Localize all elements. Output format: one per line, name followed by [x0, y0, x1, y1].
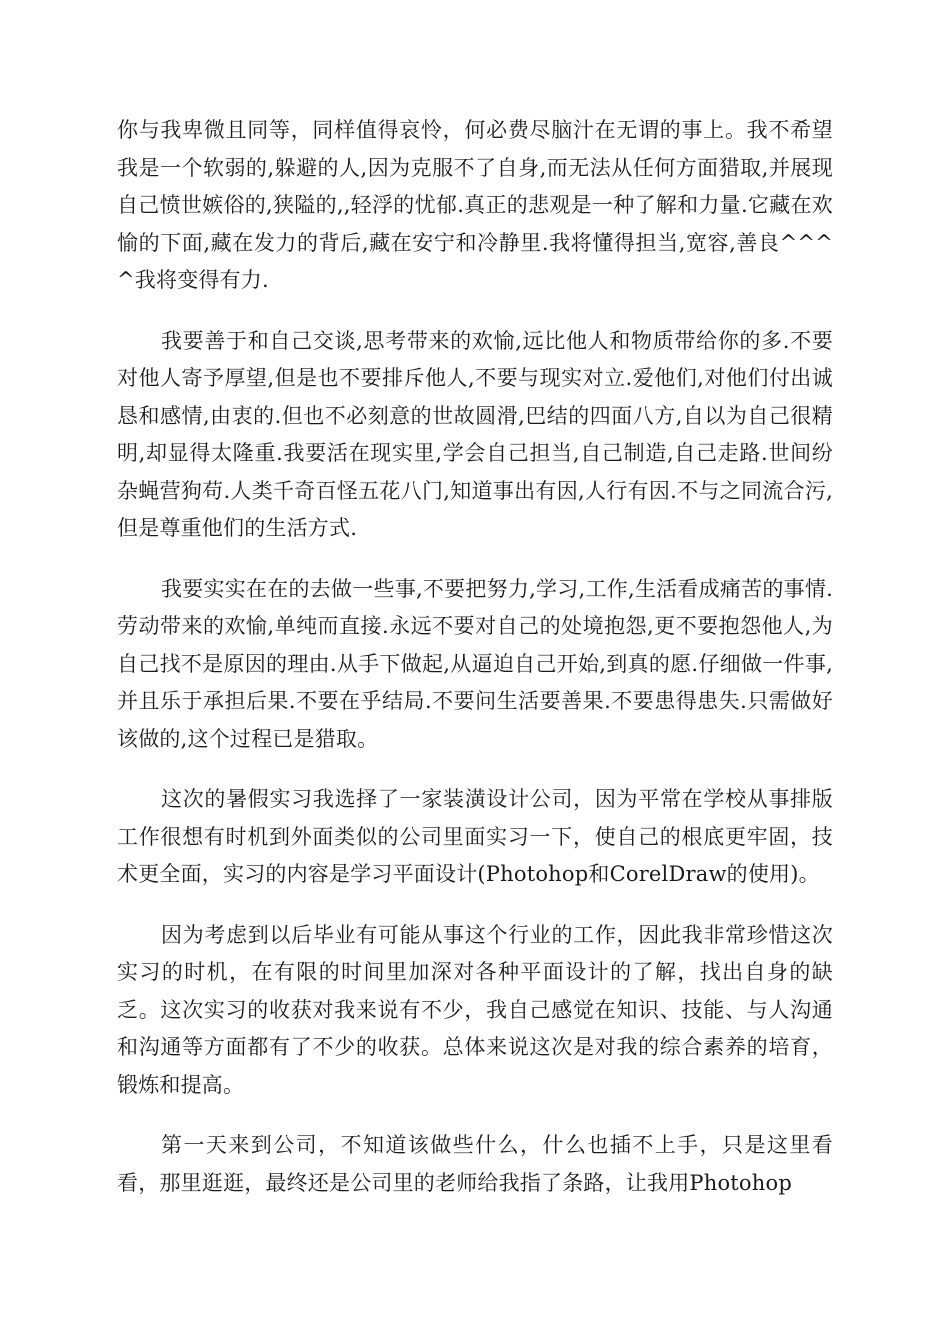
- paragraph-5: 因为考虑到以后毕业有可能从事这个行业的工作，因此我非常珍惜这次实习的时机，在有限的时间里加深对各种平面设计的了解，找出自身的缺乏。这次实习的收获对我来说有不少，我自己感觉在知识、技能、与人沟通和沟通等方面都有了不少的收获。总体来说这次是对我的综合素养的培育，锻炼和提高。: [117, 922, 833, 1097]
- paragraph-3: 我要实实在在的去做一些事,不要把努力,学习,工作,生活看成痛苦的事情.劳动带来的欢愉,单纯而直接.永远不要对自己的处境抱怨,更不要抱怨他人,为自己找不是原因的理由.从手下做起,从逼迫自己开始,到真的愿.仔细做一件事,并且乐于承担后果.不要在乎结局.不要问生活要善果.不要患得患失.只需做好该做的,这个过程已是猎取。: [117, 576, 833, 751]
- document-body: [117, 112, 833, 1225]
- paragraph-6: 第一天来到公司，不知道该做些什么，什么也插不上手，只是这里看看，那里逛逛，最终还是公司里的老师给我指了条路，让我用Photohop: [117, 1133, 833, 1195]
- paragraph-4: 这次的暑假实习我选择了一家装潢设计公司，因为平常在学校从事排版工作很想有时机到外面类似的公司里面实习一下，使自己的根底更牢固，技术更全面，实习的内容是学习平面设计(Photohop和CorelDraw的使用)。: [117, 787, 833, 886]
- paragraph-1: 你与我卑微且同等，同样值得哀怜，何必费尽脑汁在无谓的事上。我不希望我是一个软弱的,躲避的人,因为克服不了自身,而无法从任何方面猎取,并展现自己愤世嫉俗的,狭隘的,,轻浮的忧郁.真正的悲观是一种了解和力量.它藏在欢愉的下面,藏在发力的背后,藏在安宁和冷静里.我将懂得担当,宽容,善良^^^^我将变得有力.: [117, 118, 833, 292]
- paragraph-2: 我要善于和自己交谈,思考带来的欢愉,远比他人和物质带给你的多.不要对他人寄予厚望,但是也不要排斥他人,不要与现实对立.爱他们,对他们付出诚恳和感情,由衷的.但也不必刻意的世故圆滑,巴结的四面八方,自以为自己很精明,却显得太隆重.我要活在现实里,学会自己担当,自己制造,自己走路.世间纷杂蝇营狗苟.人类千奇百怪五花八门,知道事出有因,人行有因.不与之同流合污,但是尊重他们的生活方式.: [117, 328, 833, 540]
